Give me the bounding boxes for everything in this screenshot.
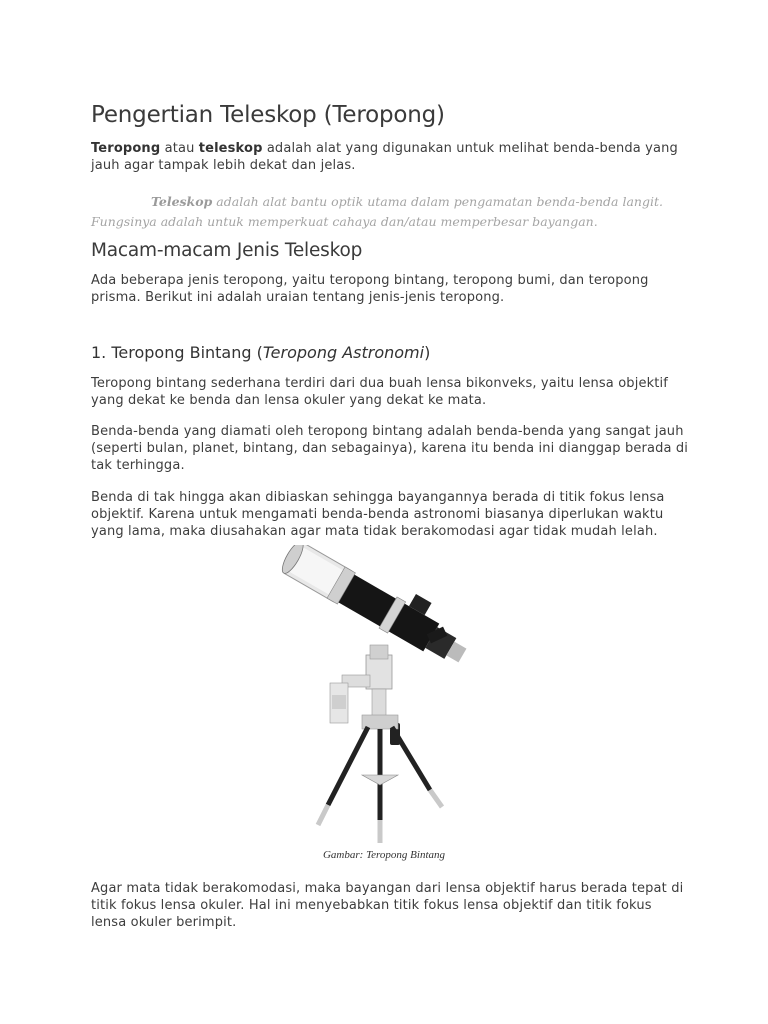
paragraph-2: Benda-benda yang diamati oleh teropong bintang adalah benda-benda yang sangat jauh (seperti bulan, planet, bintang, dan sebagainya), karena itu benda ini dianggap berada di tak terhingga.	[91, 424, 689, 473]
intro-text-2: adalah alat yang digunakan untuk melihat benda-benda yang jauh agar tampak lebih dekat dan jelas.	[91, 141, 678, 173]
subsection-prefix: 1. Teropong Bintang (	[91, 343, 263, 362]
subsection-italic: Teropong Astronomi	[262, 343, 425, 362]
subsection-suffix: )	[424, 343, 431, 362]
figure-caption: Gambar: Teropong Bintang	[322, 849, 446, 861]
telescope-image	[270, 545, 480, 845]
section-heading: Macam-macam Jenis Teleskop	[91, 240, 363, 261]
intro-text-1: atau	[160, 141, 199, 156]
paragraph-3: Benda di tak hingga akan dibiaskan sehingga bayangannya berada di titik fokus lensa objektif. Karena untuk mengamati benda-benda astronomi biasanya diperlukan waktu yang lama, maka diusahakan agar mata tidak berakomodasi agar tidak mudah lelah.	[91, 490, 665, 539]
subsection-heading	[91, 343, 430, 362]
term-teleskop: teleskop	[198, 141, 263, 156]
page-title: Pengertian Teleskop (Teropong)	[91, 102, 445, 128]
paragraph-4: Agar mata tidak berakomodasi, maka bayangan dari lensa objektif harus berada tepat di titik fokus lensa okuler. Hal ini menyebabkan titik fokus lensa objektif dan titik fokus lensa okuler berimpit.	[91, 881, 684, 930]
types-paragraph: Ada beberapa jenis teropong, yaitu teropong bintang, teropong bumi, dan teropong prisma. Berikut ini adalah uraian tentang jenis-jenis teropong.	[91, 273, 649, 305]
intro-paragraph	[91, 140, 691, 174]
quote-term: Teleskop	[151, 194, 213, 209]
term-teropong: Teropong	[91, 141, 161, 156]
paragraph-1: Teropong bintang sederhana terdiri dari dua buah lensa bikonveks, yaitu lensa objektif yang dekat ke benda dan lensa okuler yang dekat ke mata.	[91, 376, 669, 408]
definition-quote	[91, 192, 681, 232]
quote-text: adalah alat bantu optik utama dalam pengamatan benda-benda langit. Fungsinya adalah untuk memperkuat cahaya dan/atau memperbesar bayangan.	[91, 194, 663, 229]
